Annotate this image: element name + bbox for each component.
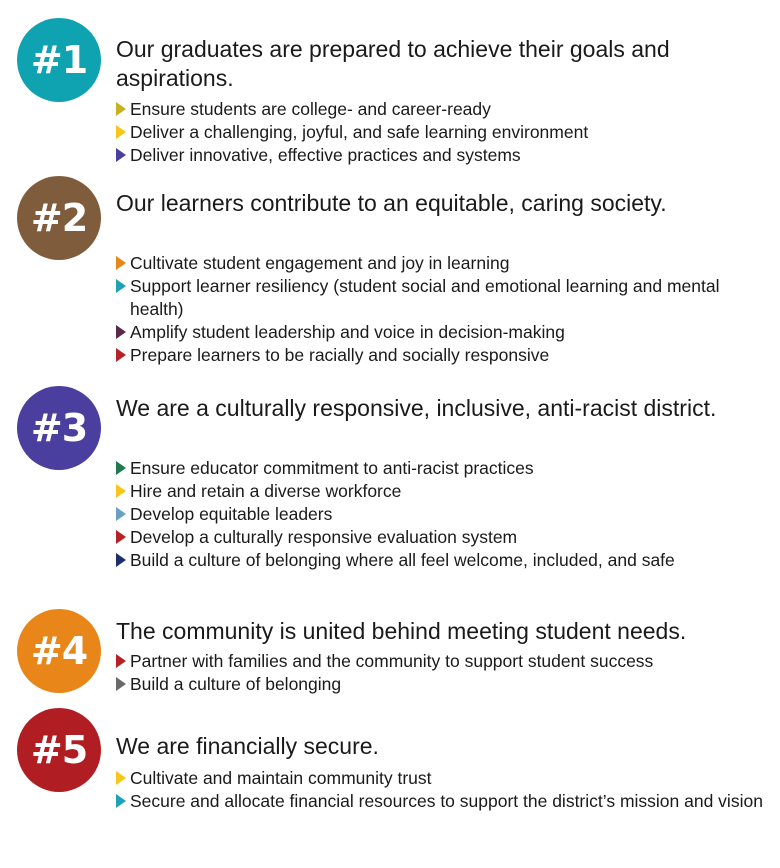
bullet-arrow-icon (116, 677, 126, 691)
bullet-text: Build a culture of belonging (130, 674, 342, 694)
bullet-arrow-icon (116, 794, 126, 808)
bullet-arrow-icon (116, 148, 126, 162)
bullet-text: Ensure students are college- and career-ready (130, 99, 491, 119)
goal-badge: #1 (17, 18, 101, 102)
bullet-item (116, 344, 766, 367)
bullet-text: Support learner resiliency (student social and emotional learning and mental health) (130, 276, 720, 319)
bullet-item (116, 252, 766, 275)
bullet-text: Hire and retain a diverse workforce (130, 481, 402, 501)
bullet-text: Ensure educator commitment to anti-racist practices (130, 458, 534, 478)
bullet-arrow-icon (116, 325, 126, 339)
bullet-text: Deliver a challenging, joyful, and safe learning environment (130, 122, 589, 142)
bullet-arrow-icon (116, 654, 126, 668)
bullet-item (116, 790, 766, 813)
bullet-text: Cultivate and maintain community trust (130, 768, 432, 788)
goal-bullets (116, 457, 766, 572)
goal-bullets (116, 98, 766, 167)
bullet-arrow-icon (116, 348, 126, 362)
goal-title: We are financially secure. (116, 733, 379, 759)
bullet-arrow-icon (116, 484, 126, 498)
bullet-arrow-icon (116, 279, 126, 293)
bullet-item (116, 275, 766, 321)
bullet-item (116, 98, 766, 121)
bullet-item (116, 144, 766, 167)
goal-title: Our graduates are prepared to achieve their goals and aspirations. (116, 36, 670, 91)
bullet-text: Prepare learners to be racially and socially responsive (130, 345, 550, 365)
bullet-item (116, 457, 766, 480)
bullet-item (116, 673, 766, 696)
bullet-text: Develop a culturally responsive evaluation system (130, 527, 518, 547)
goal-title: We are a culturally responsive, inclusive, anti-racist district. (116, 395, 717, 421)
goal-title: Our learners contribute to an equitable, caring society. (116, 190, 667, 216)
goal-badge: #4 (17, 609, 101, 693)
bullet-item (116, 526, 766, 549)
bullet-text: Deliver innovative, effective practices and systems (130, 145, 521, 165)
bullet-arrow-icon (116, 102, 126, 116)
goal-badge: #3 (17, 386, 101, 470)
bullet-item (116, 321, 766, 344)
bullet-arrow-icon (116, 771, 126, 785)
bullet-arrow-icon (116, 530, 126, 544)
bullet-text: Develop equitable leaders (130, 504, 333, 524)
bullet-text: Partner with families and the community to support student success (130, 651, 654, 671)
goal-bullets (116, 767, 766, 813)
bullet-arrow-icon (116, 125, 126, 139)
bullet-arrow-icon (116, 256, 126, 270)
goal-title: The community is united behind meeting student needs. (116, 618, 687, 644)
bullet-item (116, 650, 766, 673)
bullet-arrow-icon (116, 461, 126, 475)
bullet-text: Cultivate student engagement and joy in learning (130, 253, 510, 273)
bullet-text: Amplify student leadership and voice in decision-making (130, 322, 565, 342)
bullet-arrow-icon (116, 507, 126, 521)
bullet-item (116, 121, 766, 144)
goal-bullets (116, 650, 766, 696)
bullet-item (116, 480, 766, 503)
bullet-text: Secure and allocate financial resources to support the district’s mission and vision (130, 791, 763, 811)
bullet-arrow-icon (116, 553, 126, 567)
bullet-item (116, 549, 766, 572)
goal-bullets (116, 252, 766, 367)
bullet-item (116, 767, 766, 790)
bullet-text: Build a culture of belonging where all feel welcome, included, and safe (130, 550, 675, 570)
goal-badge: #2 (17, 176, 101, 260)
bullet-item (116, 503, 766, 526)
goal-badge: #5 (17, 708, 101, 792)
